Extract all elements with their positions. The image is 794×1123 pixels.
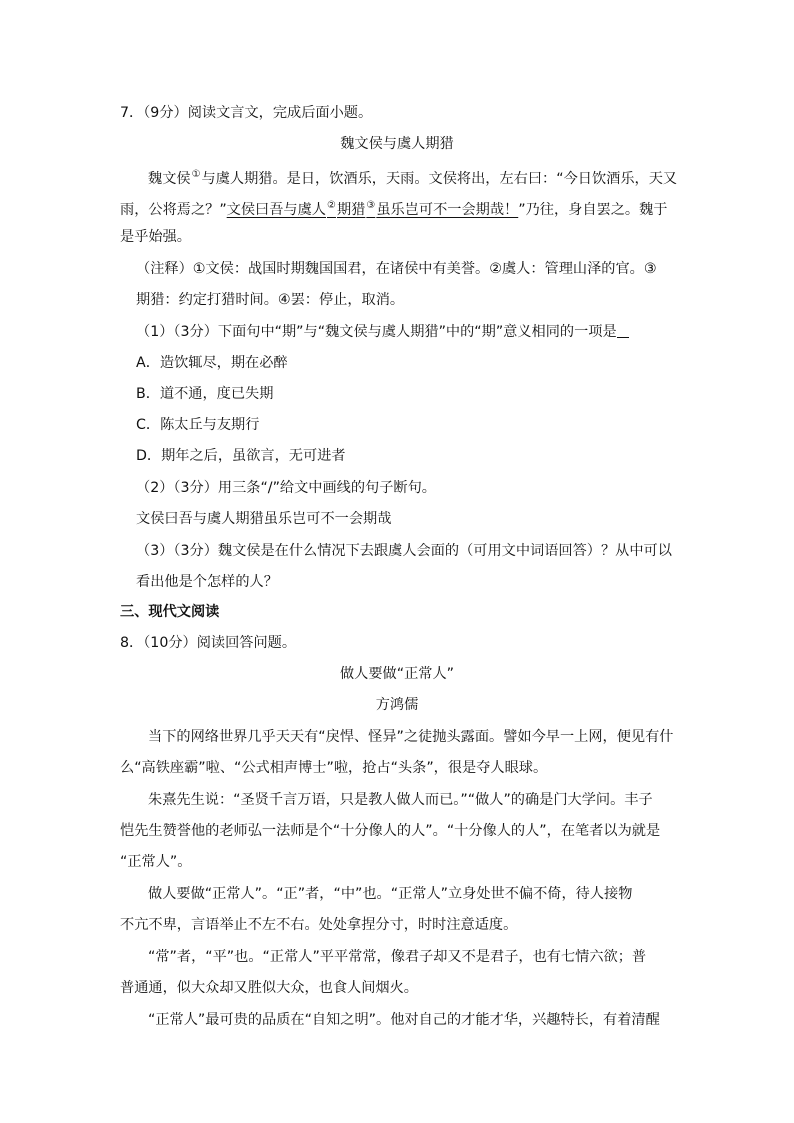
text: ”乃往，身自罢之。魏于 xyxy=(518,202,668,218)
q8-p2-line1: 朱熹先生说：“圣贤千言万语，只是教人做人而已。”“做人”的确是门大学问。丰子 xyxy=(148,792,653,808)
q8-p3-line1: 做人要做“正常人”。“正”者，“中”也。“正常人”立身处世不偏不倚，待人接物 xyxy=(148,886,633,902)
q8-p2-line3: “正常人”。 xyxy=(120,854,192,870)
q7-para-1 xyxy=(148,165,677,189)
text: 雨，公将焉之？” xyxy=(120,202,227,218)
q8-p2-line2: 恺先生赞誉他的老师弘一法师是个“十分像人的人”。“十分像人的人”，在笔者以为就是 xyxy=(120,823,661,839)
text: 魏文侯 xyxy=(148,171,191,187)
q7-title: 魏文侯与虞人期猎 xyxy=(340,136,454,152)
q8-p1-line2: 么“高铁座霸”啦、“公式相声博士”啦，抢占“头条”，很是夺人眼球。 xyxy=(120,760,548,776)
q8-p4-line1: “常”者，“平”也。“正常人”平平常常，像君子却又不是君子，也有七情六欲；普 xyxy=(148,949,647,965)
footnote-marker-3: ③ xyxy=(366,200,376,211)
footnote-marker-2: ② xyxy=(327,200,336,211)
q8-author: 方鸿儒 xyxy=(375,697,419,713)
text: 与虞人期猎。是日，饮酒乐，天雨。文侯将出，左右曰：“今日饮酒乐，天又 xyxy=(201,171,678,187)
section-heading: 三、现代文阅读 xyxy=(120,604,220,620)
q7-sub3-line2: 看出他是个怎样的人？ xyxy=(136,574,278,590)
q7-option-d: D．期年之后，虽欲言，无可进者 xyxy=(136,448,346,464)
q7-header: 7．（9分）阅读文言文，完成后面小题。 xyxy=(120,105,373,121)
footnote-marker-1: ① xyxy=(191,169,201,180)
q7-option-b: B．道不通，度已失期 xyxy=(136,386,274,402)
answer-blank[interactable] xyxy=(617,323,629,338)
q7-option-c: C．陈太丘与友期行 xyxy=(136,417,260,433)
q8-header: 8．（10分）阅读回答问题。 xyxy=(120,635,297,651)
q8-p1-line1: 当下的网络世界几乎天天有“戾悍、怪异”之徒抛头露面。譬如今早一上网，便见有什 xyxy=(148,729,674,745)
q7-sub1: （1）（3分）下面句中“期”与“魏文侯与虞人期猎”中的“期”意义相同的一项是 xyxy=(136,322,629,342)
q8-title: 做人要做“正常人” xyxy=(339,666,454,682)
q7-note-2: 期猎：约定打猎时间。④罢：停止，取消。 xyxy=(136,292,405,308)
q8-p5-line1: “正常人”最可贵的品质在“自知之明”。他对自己的才能才华，兴趣特长，有着清醒 xyxy=(148,1012,660,1028)
q7-para-2 xyxy=(120,196,667,220)
q7-sub2: （2）（3分）用三条“/”给文中画线的句子断句。 xyxy=(136,480,436,496)
q8-p4-line2: 普通通，似大众却又胜似大众，也食人间烟火。 xyxy=(120,980,418,996)
underlined-sentence: 文侯曰吾与虞人②期猎③虽乐岂可不一会期哉！ xyxy=(226,200,519,218)
q7-sub3-line1: （3）（3分）魏文侯是在什么情况下去跟虞人会面的（可用文中词语回答）？从中可以 xyxy=(136,543,672,559)
q7-option-a: A．造饮辄尽，期在必醉 xyxy=(136,355,288,371)
q7-sub2-text: 文侯曰吾与虞人期猎虽乐岂可不一会期哉 xyxy=(136,511,392,527)
q7-para-3: 是乎始强。 xyxy=(120,229,191,245)
q8-p3-line2: 不亢不卑，言语举止不左不右。处处拿捏分寸，时时注意适度。 xyxy=(120,917,518,933)
q7-note-1: （注释）①文侯：战国时期魏国国君，在诸侯中有美誉。②虞人：管理山泽的官。③ xyxy=(136,261,657,277)
